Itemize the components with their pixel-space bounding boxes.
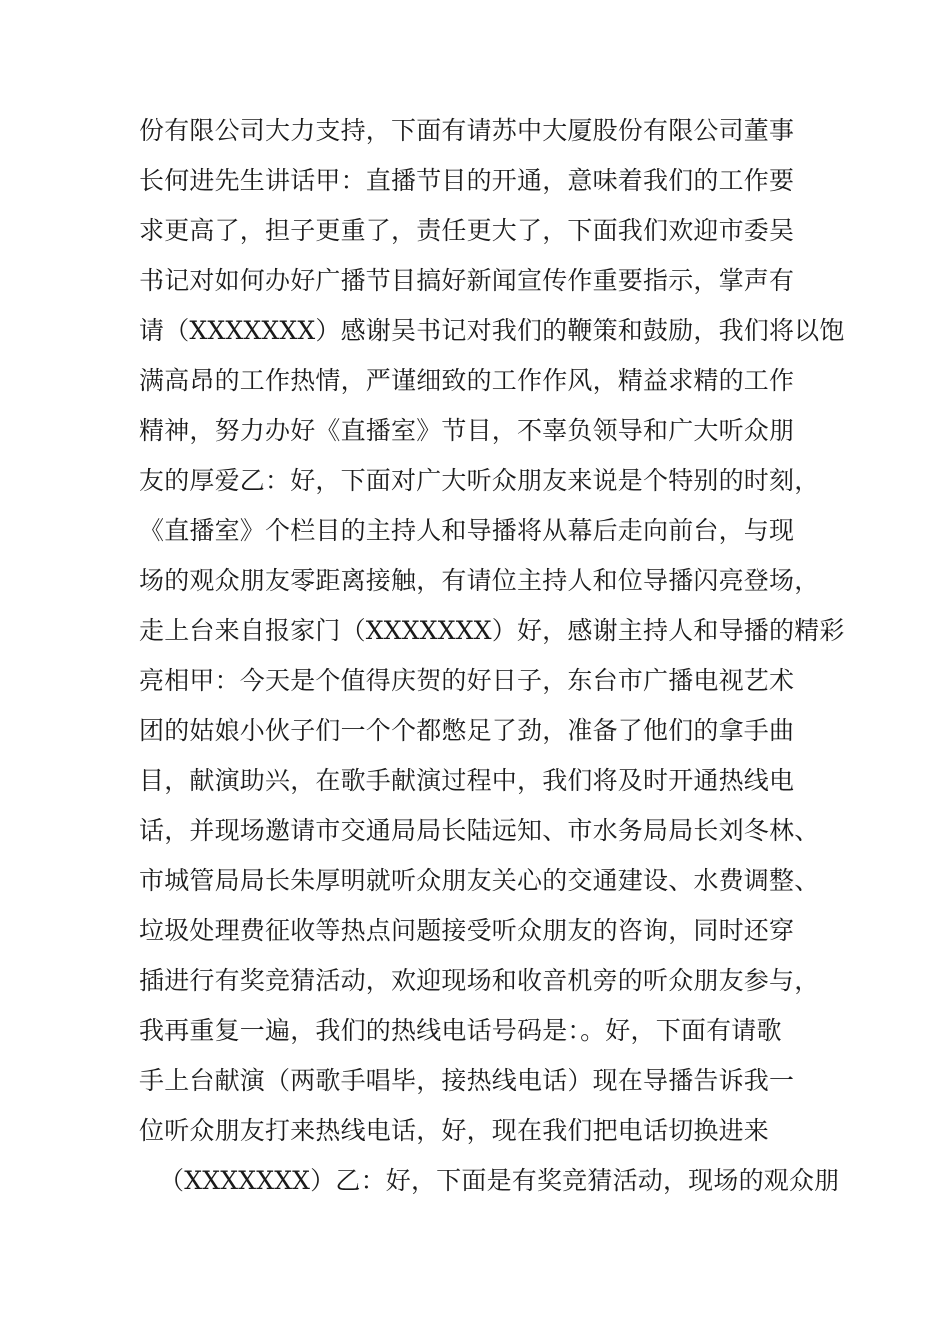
text-line: 求更高了，担子更重了，责任更大了，下面我们欢迎市委吴 xyxy=(139,216,795,245)
text-line: 市城管局局长朱厚明就听众朋友关心的交通建设、水费调整、 xyxy=(139,866,820,895)
text-line: 话，并现场邀请市交通局局长陆远知、市水务局局长刘冬林、 xyxy=(139,816,820,845)
text-line: 份有限公司大力支持，下面有请苏中大厦股份有限公司董事 xyxy=(139,116,795,145)
text-line: 满高昂的工作热情，严谨细致的工作作风，精益求精的工作 xyxy=(139,366,795,395)
text-line: 精神，努力办好《直播室》节目，不辜负领导和广大听众朋 xyxy=(139,416,795,445)
text-line: （XXXXXXX）乙：好，下面是有奖竞猜活动，现场的观众朋 xyxy=(159,1166,840,1195)
text-line: 插进行有奖竞猜活动，欢迎现场和收音机旁的听众朋友参与， xyxy=(139,966,820,995)
text-line: 请（XXXXXXX）感谢吴书记对我们的鞭策和鼓励，我们将以饱 xyxy=(139,316,845,345)
text-line: 手上台献演（两歌手唱毕，接热线电话）现在导播告诉我一 xyxy=(139,1066,795,1095)
text-line: 走上台来自报家门（XXXXXXX）好，感谢主持人和导播的精彩 xyxy=(139,616,845,645)
text-line: 亮相甲：今天是个值得庆贺的好日子，东台市广播电视艺术 xyxy=(139,666,795,695)
text-line: 场的观众朋友零距离接触，有请位主持人和位导播闪亮登场， xyxy=(139,566,820,595)
text-line: 友的厚爱乙：好，下面对广大听众朋友来说是个特别的时刻， xyxy=(139,466,820,495)
text-line: 目，献演助兴，在歌手献演过程中，我们将及时开通热线电 xyxy=(139,766,795,795)
text-line: 团的姑娘小伙子们一个个都憋足了劲，准备了他们的拿手曲 xyxy=(139,716,795,745)
text-line: 位听众朋友打来热线电话，好，现在我们把电话切换进来 xyxy=(139,1116,770,1145)
text-line: 长何进先生讲话甲：直播节目的开通，意味着我们的工作要 xyxy=(139,166,795,195)
text-line: 书记对如何办好广播节目搞好新闻宣传作重要指示，掌声有 xyxy=(139,266,795,295)
text-line: 《直播室》个栏目的主持人和导播将从幕后走向前台，与现 xyxy=(139,516,795,545)
text-line: 我再重复一遍，我们的热线电话号码是：。好，下面有请歌 xyxy=(139,1016,782,1045)
text-line: 垃圾处理费征收等热点问题接受听众朋友的咨询，同时还穿 xyxy=(139,916,795,945)
body-text xyxy=(139,106,845,1206)
